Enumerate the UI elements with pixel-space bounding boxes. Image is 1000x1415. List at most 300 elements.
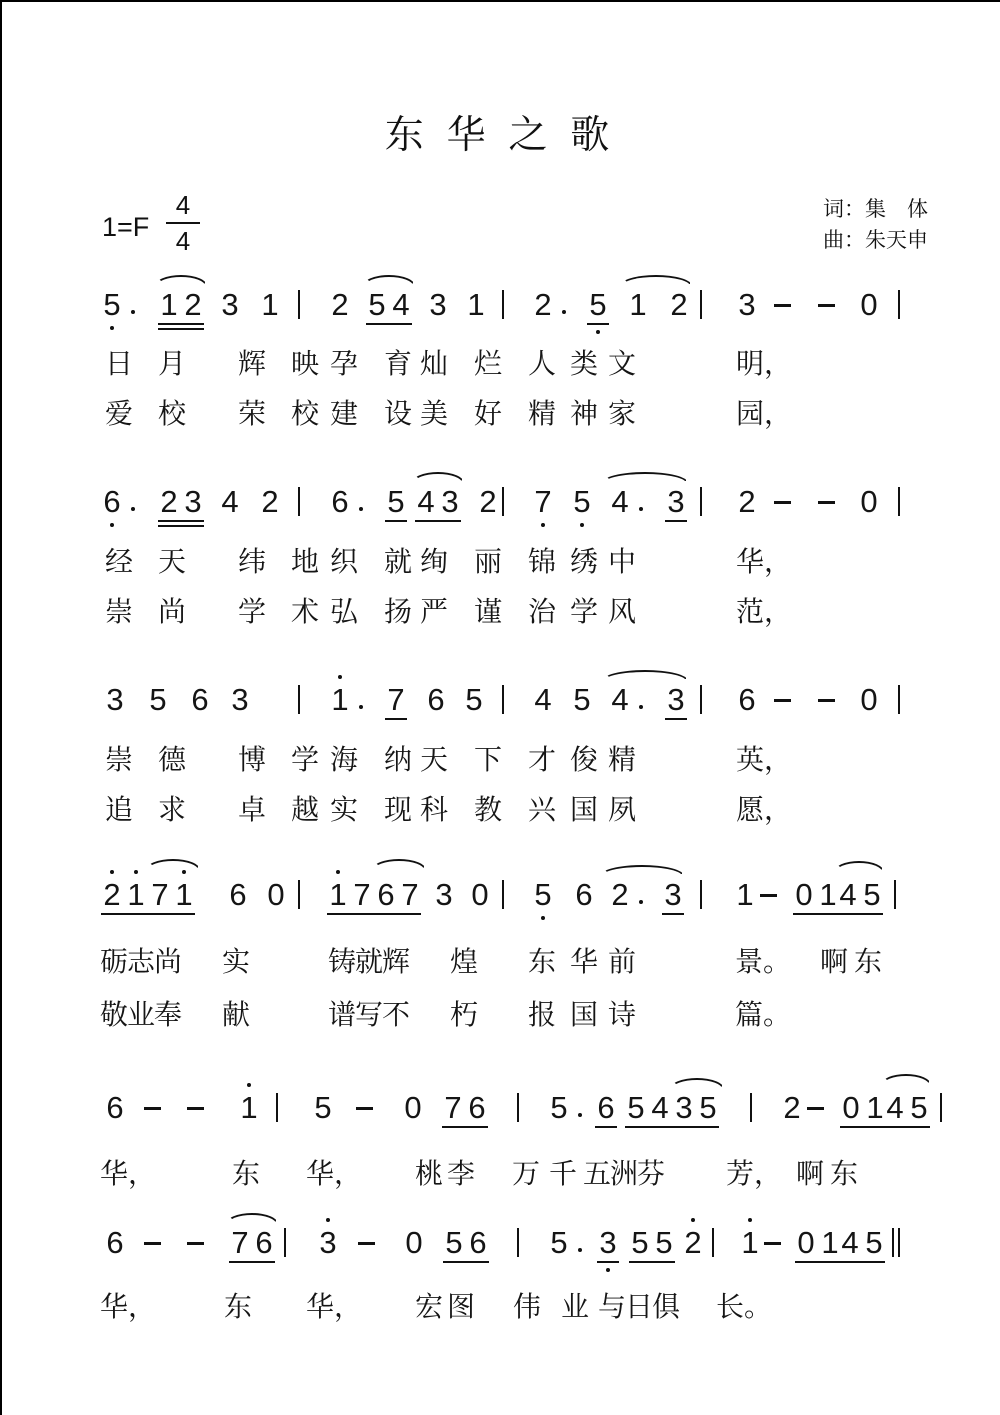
note-token — [218, 288, 242, 322]
lyric-syllable: 国 — [570, 794, 599, 825]
lyric-syllable: 伟 — [513, 1291, 542, 1322]
note-digit: 3 — [675, 1090, 693, 1125]
note-digit: 6 — [738, 682, 756, 717]
lyric-syllable: 荣 — [238, 398, 267, 429]
augmentation-dot — [639, 507, 643, 511]
note-token — [326, 878, 422, 912]
note-digit: 2 — [534, 287, 552, 322]
lyric-syllable: 报 — [528, 999, 557, 1030]
note-digit: 3 — [667, 484, 685, 519]
dash-extension — [187, 1242, 204, 1245]
lyric-syllable: 下 — [474, 744, 503, 775]
slur — [620, 275, 692, 286]
note-digit: 5 — [863, 877, 881, 912]
note-token — [681, 1226, 705, 1260]
lyric-syllable: 写 — [355, 999, 384, 1030]
note-token — [586, 288, 610, 322]
augmentation-dot — [131, 310, 135, 314]
note-token — [883, 1091, 931, 1125]
lyric-syllable: 织 — [330, 546, 359, 577]
composer-credit: 曲：朱天申 — [823, 229, 928, 252]
lyric-syllable: 诗 — [608, 999, 637, 1030]
lyric-syllable: 东 — [528, 946, 557, 977]
lyric-syllable: 学 — [291, 744, 320, 775]
page-edge-top — [0, 0, 1000, 2]
underline-beam — [158, 520, 204, 522]
underline-beam — [795, 1261, 841, 1263]
note-digit: 7 — [387, 682, 405, 717]
underline-beam — [597, 1261, 619, 1263]
note-digit: 5 — [865, 1225, 883, 1260]
note-digit: 6 — [106, 1225, 124, 1260]
lyric-syllable: 华 — [570, 946, 599, 977]
lyric-syllable: 国 — [570, 999, 599, 1030]
note-token — [476, 485, 500, 519]
note-token — [547, 1226, 571, 1260]
note-token — [228, 1226, 276, 1260]
barline — [517, 1228, 519, 1257]
lyrics-line-9 — [0, 1158, 1000, 1192]
note-token — [661, 878, 685, 912]
note-token — [857, 288, 881, 322]
lyric-syllable: 孕 — [330, 348, 359, 379]
lyric-syllable: 志 — [127, 946, 156, 977]
note-token — [594, 1091, 618, 1125]
lyric-syllable: 华， — [100, 1158, 157, 1189]
augmentation-dot — [359, 705, 363, 709]
note-token — [780, 1091, 804, 1125]
note-token — [570, 683, 594, 717]
lyrics-line-4 — [0, 596, 1000, 630]
note-token — [572, 878, 596, 912]
lyric-syllable: 家 — [608, 398, 637, 429]
lyric-syllable: 华， — [306, 1291, 363, 1322]
notation-line-2 — [0, 485, 1000, 537]
lyric-syllable: 砺 — [100, 946, 129, 977]
lyric-syllable: 月 — [158, 348, 187, 379]
lyric-syllable: 弘 — [330, 596, 359, 627]
note-token — [384, 683, 408, 717]
note-token — [100, 288, 124, 322]
note-token — [328, 288, 352, 322]
note-token — [258, 288, 282, 322]
note-digit: 7 — [401, 877, 419, 912]
lyric-syllable: 德 — [158, 744, 187, 775]
page-title: 东 华 之 歌 — [384, 114, 616, 157]
note-digit: 7 — [151, 877, 169, 912]
note-digit: 6 — [468, 1090, 486, 1125]
dash-extension — [818, 501, 835, 504]
underline-beam — [595, 1126, 617, 1128]
note-digit: 6 — [575, 877, 593, 912]
note-digit: 5 — [534, 877, 552, 912]
lyric-syllable: 地 — [291, 546, 320, 577]
lyric-syllable: 与 — [598, 1291, 627, 1322]
note-digit: 2 — [684, 1225, 702, 1260]
slur — [155, 275, 207, 286]
note-digit: 5 — [910, 1090, 928, 1125]
slur — [670, 1078, 724, 1089]
lyric-syllable: 风 — [608, 596, 637, 627]
lyric-syllable: 校 — [291, 398, 320, 429]
lyric-syllable: 现 — [384, 794, 413, 825]
barline — [750, 1093, 752, 1122]
note-digit: 2 — [261, 484, 279, 519]
note-token — [157, 485, 205, 519]
note-digit: 5 — [573, 682, 591, 717]
lyric-syllable: 奉 — [154, 999, 183, 1030]
note-token — [608, 683, 632, 717]
octave-dot-low — [541, 916, 545, 920]
lyric-syllable: 千 — [549, 1158, 578, 1189]
note-token — [228, 683, 252, 717]
lyric-syllable: 兴 — [528, 794, 557, 825]
note-digit: 3 — [738, 287, 756, 322]
lyric-syllable: 设 — [384, 398, 413, 429]
note-digit: 1 — [127, 877, 145, 912]
octave-dot-high — [182, 870, 186, 874]
barline — [502, 685, 504, 714]
note-token — [328, 683, 352, 717]
lyric-syllable: 神 — [570, 398, 599, 429]
underline-beam — [839, 1261, 885, 1263]
note-token — [664, 485, 688, 519]
lyric-syllable: 东 — [232, 1158, 261, 1189]
note-digit: 5 — [103, 287, 121, 322]
underline-beam — [385, 718, 407, 720]
note-digit: 6 — [106, 1090, 124, 1125]
note-digit: 6 — [597, 1090, 615, 1125]
note-token — [402, 1226, 426, 1260]
underline-beam — [662, 913, 684, 915]
underline-beam — [385, 520, 407, 522]
note-digit: 7 — [444, 1090, 462, 1125]
lyric-syllable: 英， — [736, 744, 793, 775]
lyric-syllable: 夙 — [608, 794, 637, 825]
slur — [600, 865, 684, 876]
dash-extension — [818, 699, 835, 702]
note-digit: 1 — [331, 682, 349, 717]
barline — [700, 880, 702, 909]
underline-beam — [629, 1261, 675, 1263]
augmentation-dot — [639, 705, 643, 709]
lyric-syllable: 东 — [830, 1158, 859, 1189]
note-token — [103, 683, 127, 717]
note-token — [157, 288, 205, 322]
lyrics-line-1 — [0, 348, 1000, 382]
barline — [940, 1093, 942, 1122]
note-digit: 6 — [191, 682, 209, 717]
lyric-syllable: 华， — [100, 1291, 157, 1322]
note-token — [426, 288, 450, 322]
note-digit: 1 — [160, 287, 178, 322]
lyric-syllable: 治 — [528, 596, 557, 627]
dash-extension — [774, 501, 791, 504]
lyric-syllable: 芬 — [637, 1158, 666, 1189]
lyric-syllable: 文 — [608, 348, 637, 379]
lyric-syllable: 绣 — [570, 546, 599, 577]
lyric-syllable: 扬 — [384, 596, 413, 627]
note-digit: 5 — [655, 1225, 673, 1260]
key-signature: 1=F — [102, 212, 150, 242]
underline-beam — [366, 323, 412, 325]
credits — [823, 194, 928, 256]
lyric-syllable: 育 — [384, 348, 413, 379]
lyric-syllable: 谨 — [474, 596, 503, 627]
note-token — [608, 878, 632, 912]
underline-beam — [443, 1261, 489, 1263]
note-digit: 3 — [106, 682, 124, 717]
note-digit: 1 — [467, 287, 485, 322]
dash-extension — [187, 1107, 204, 1110]
underline-beam — [327, 913, 421, 915]
note-digit: 4 — [611, 682, 629, 717]
barline — [894, 880, 896, 909]
note-digit: 6 — [229, 877, 247, 912]
lyric-syllable: 学 — [238, 596, 267, 627]
note-token — [468, 878, 492, 912]
notation-line-3 — [0, 683, 1000, 735]
dash-extension — [774, 304, 791, 307]
note-digit: 1 — [240, 1090, 258, 1125]
lyric-syllable: 篇。 — [735, 999, 792, 1030]
note-token — [264, 878, 288, 912]
note-digit: 3 — [667, 682, 685, 717]
underline-beam — [158, 525, 204, 527]
slur — [834, 861, 884, 872]
note-token — [100, 485, 124, 519]
lyric-syllable: 日 — [105, 348, 134, 379]
underline-beam — [837, 913, 883, 915]
underline-beam — [101, 913, 195, 915]
note-token — [836, 878, 884, 912]
note-token — [735, 485, 759, 519]
note-digit: 6 — [331, 484, 349, 519]
lyric-syllable: 烂 — [474, 348, 503, 379]
note-token — [464, 288, 488, 322]
note-token — [100, 878, 196, 912]
note-digit: 5 — [699, 1090, 717, 1125]
barline — [898, 290, 900, 319]
barline — [298, 685, 300, 714]
augmentation-dot — [359, 507, 363, 511]
lyric-syllable: 长。 — [716, 1291, 773, 1322]
lyrics-line-8 — [0, 999, 1000, 1033]
barline — [284, 1228, 286, 1257]
augmentation-dot — [578, 1248, 582, 1252]
octave-dot-high — [247, 1083, 251, 1087]
note-token — [316, 1226, 340, 1260]
note-digit: 7 — [231, 1225, 249, 1260]
lyric-syllable: 芳， — [726, 1158, 783, 1189]
lyricist-credit: 词：集 体 — [823, 198, 928, 221]
note-digit: 5 — [445, 1225, 463, 1260]
underline-beam — [442, 1126, 488, 1128]
underline-beam — [415, 520, 461, 522]
note-token — [226, 878, 250, 912]
lyric-syllable: 就 — [355, 946, 384, 977]
lyric-syllable: 人 — [528, 348, 557, 379]
slur — [412, 472, 464, 483]
lyric-syllable: 俱 — [652, 1291, 681, 1322]
lyric-syllable: 敬 — [100, 999, 129, 1030]
lyrics-line-5 — [0, 744, 1000, 778]
octave-dot-high — [326, 1218, 330, 1222]
note-token — [667, 288, 691, 322]
dash-extension — [144, 1242, 161, 1245]
lyric-syllable: 才 — [528, 744, 557, 775]
lyric-syllable: 教 — [474, 794, 503, 825]
slur — [602, 670, 688, 681]
note-digit: 5 — [465, 682, 483, 717]
augmentation-dot — [578, 1113, 582, 1117]
lyric-syllable: 实 — [330, 794, 359, 825]
barline — [712, 1228, 714, 1257]
note-digit: 2 — [103, 877, 121, 912]
lyric-syllable: 园， — [736, 398, 793, 429]
note-digit: 2 — [738, 484, 756, 519]
note-digit: 5 — [631, 1225, 649, 1260]
lyric-syllable: 不 — [382, 999, 411, 1030]
note-digit: 1 — [329, 877, 347, 912]
note-token — [462, 683, 486, 717]
lyric-syllable: 尚 — [154, 946, 183, 977]
note-token — [531, 683, 555, 717]
lyric-syllable: 煌 — [450, 946, 479, 977]
underline-beam — [587, 323, 609, 325]
lyric-syllable: 洲 — [610, 1158, 639, 1189]
lyric-syllable: 明， — [736, 348, 793, 379]
note-digit: 4 — [886, 1090, 904, 1125]
note-token — [735, 288, 759, 322]
lyric-syllable: 前 — [608, 946, 637, 977]
note-digit: 0 — [860, 682, 878, 717]
lyric-syllable: 啊 — [796, 1158, 825, 1189]
note-token — [311, 1091, 335, 1125]
note-digit: 1 — [261, 287, 279, 322]
note-digit: 6 — [103, 484, 121, 519]
dash-extension — [807, 1107, 824, 1110]
notation-line-4 — [0, 878, 1000, 930]
note-token — [103, 1091, 127, 1125]
lyric-syllable: 追 — [105, 794, 134, 825]
note-digit: 7 — [534, 484, 552, 519]
lyric-syllable: 灿 — [420, 348, 449, 379]
note-digit: 0 — [404, 1090, 422, 1125]
augmentation-dot — [639, 900, 643, 904]
octave-dot-high — [336, 870, 340, 874]
lyric-syllable: 就 — [384, 546, 413, 577]
barline — [700, 685, 702, 714]
note-token — [328, 485, 352, 519]
dash-extension — [760, 894, 777, 897]
note-digit: 4 — [839, 877, 857, 912]
note-digit: 3 — [664, 877, 682, 912]
note-digit: 5 — [550, 1090, 568, 1125]
note-token — [218, 485, 242, 519]
lyric-syllable: 丽 — [474, 546, 503, 577]
slur — [363, 275, 415, 286]
note-digit: 0 — [471, 877, 489, 912]
lyrics-line-6 — [0, 794, 1000, 828]
note-digit: 4 — [417, 484, 435, 519]
note-digit: 3 — [319, 1225, 337, 1260]
note-digit: 5 — [550, 1225, 568, 1260]
lyric-syllable: 五 — [583, 1158, 612, 1189]
note-token — [735, 683, 759, 717]
note-token — [794, 1226, 842, 1260]
barline — [502, 487, 504, 516]
octave-dot-high — [748, 1218, 752, 1222]
note-token — [365, 288, 413, 322]
notation-line-1 — [0, 288, 1000, 340]
underline-beam — [665, 520, 687, 522]
note-digit: 3 — [221, 287, 239, 322]
note-digit: 2 — [783, 1090, 801, 1125]
barline — [502, 290, 504, 319]
slur — [226, 1213, 278, 1224]
octave-dot-low — [606, 1268, 610, 1272]
barline — [898, 685, 900, 714]
barline — [517, 1093, 519, 1122]
barline — [700, 487, 702, 516]
underline-beam — [158, 323, 204, 325]
octave-dot-high — [338, 675, 342, 679]
lyric-syllable: 万 — [512, 1158, 541, 1189]
note-digit: 1 — [629, 287, 647, 322]
note-digit: 1 — [821, 1225, 839, 1260]
final-barline — [898, 1228, 900, 1257]
octave-dot-high — [691, 1218, 695, 1222]
octave-dot-low — [580, 523, 584, 527]
lyric-syllable: 东 — [854, 946, 883, 977]
dash-extension — [818, 304, 835, 307]
lyric-syllable: 天 — [420, 744, 449, 775]
note-token — [424, 683, 448, 717]
note-digit: 5 — [589, 287, 607, 322]
note-token — [857, 485, 881, 519]
note-digit: 5 — [387, 484, 405, 519]
lyric-syllable: 图 — [447, 1291, 476, 1322]
lyric-syllable: 建 — [330, 398, 359, 429]
note-token — [531, 878, 555, 912]
note-digit: 5 — [149, 682, 167, 717]
lyric-syllable: 海 — [330, 744, 359, 775]
note-digit: 6 — [255, 1225, 273, 1260]
lyric-syllable: 桃 — [415, 1158, 444, 1189]
lyric-syllable: 业 — [127, 999, 156, 1030]
barline — [898, 487, 900, 516]
lyric-syllable: 严 — [420, 596, 449, 627]
note-digit: 6 — [377, 877, 395, 912]
note-digit: 3 — [435, 877, 453, 912]
octave-dot-low — [541, 523, 545, 527]
lyric-syllable: 实 — [222, 946, 251, 977]
lyric-syllable: 好 — [474, 398, 503, 429]
lyric-syllable: 纬 — [238, 546, 267, 577]
augmentation-dot — [562, 310, 566, 314]
note-token — [103, 1226, 127, 1260]
octave-dot-low — [110, 523, 114, 527]
note-token — [432, 878, 456, 912]
underline-beam — [665, 718, 687, 720]
note-digit: 0 — [860, 484, 878, 519]
lyric-syllable: 映 — [291, 348, 320, 379]
note-digit: 4 — [392, 287, 410, 322]
note-digit: 5 — [573, 484, 591, 519]
lyric-syllable: 啊 — [820, 946, 849, 977]
lyric-syllable: 美 — [420, 398, 449, 429]
